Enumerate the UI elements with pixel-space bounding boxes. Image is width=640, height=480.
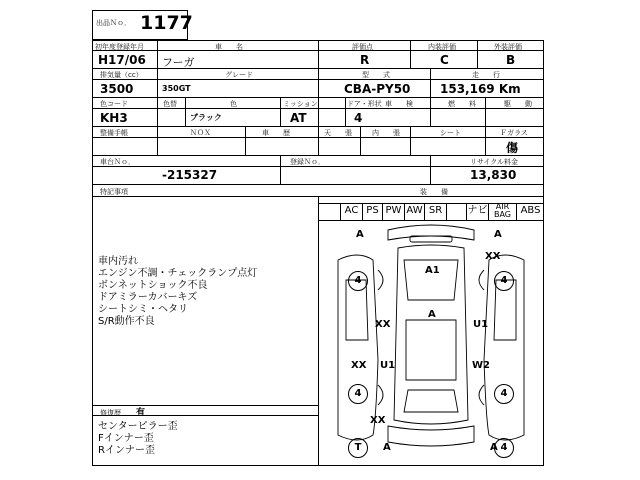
damage-mark: A <box>356 229 364 240</box>
equipment-cell: PW <box>382 203 404 220</box>
damage-mark: XX <box>485 251 501 262</box>
transmission-value: AT <box>290 111 307 125</box>
front-glass-value: 傷 <box>506 141 519 155</box>
score-label: 評価点 <box>352 43 373 51</box>
first-reg-value: H17/06 <box>98 53 146 67</box>
manual-label: 整備手帳 <box>100 129 128 137</box>
remark-item: S/R動作不良 <box>98 316 155 327</box>
remark-item: シートシミ・ヘタリ <box>98 304 188 315</box>
equipment-cell: AW <box>404 203 424 220</box>
grade-label: グレード <box>225 71 253 79</box>
score-value: R <box>360 53 370 67</box>
circle-mark: 4 <box>494 271 514 291</box>
exterior-score-value: B <box>506 53 516 67</box>
first-reg-label: 初年度登録年月 <box>95 43 144 51</box>
displacement-label: 排気量（cc） <box>100 71 143 79</box>
damage-mark: XX <box>351 360 367 371</box>
remarks-label: 特記事項 <box>100 188 128 196</box>
car-name-value: フーガ <box>162 56 195 69</box>
damage-mark: A <box>383 442 391 453</box>
chassis-value: -215327 <box>162 168 218 182</box>
repair-item: センターピラー歪 <box>98 421 178 432</box>
doors-label: ドア・形状 <box>347 100 382 108</box>
damage-mark: U1 <box>473 319 489 330</box>
seat-label: シート <box>440 129 461 137</box>
equipment-cell: SR <box>424 203 446 220</box>
remark-item: 車内汚れ <box>98 256 138 267</box>
circle-mark: 4 <box>348 271 368 291</box>
damage-mark: A <box>490 442 498 453</box>
interior-label: 内 張 <box>372 129 400 137</box>
recycle-label: リサイクル料金 <box>470 158 519 166</box>
history-label: 車 歴 <box>262 129 290 137</box>
color-label: 色 <box>230 100 237 108</box>
equipment-cell: AC <box>340 203 362 220</box>
model-label: 型 式 <box>362 71 390 79</box>
fuel-label: 燃 料 <box>448 100 476 108</box>
mileage-value: 153,169 Km <box>440 82 521 96</box>
drive-label: 駆 動 <box>504 100 532 108</box>
chassis-label: 車台Ｎｏ． <box>100 158 135 166</box>
front-glass-label: Ｆガラス <box>500 129 528 137</box>
equipment-cell: PS <box>362 203 382 220</box>
lot-label: 出品Ｎｏ． <box>96 19 131 27</box>
equipment-label: 装 備 <box>420 188 448 196</box>
mileage-label: 走 行 <box>472 71 500 79</box>
color-value: ブラック <box>190 113 222 122</box>
lot-number: 1177 <box>140 12 193 34</box>
damage-mark: W2 <box>472 360 490 371</box>
recycle-value: 13,830 <box>470 168 517 182</box>
damage-mark: XX <box>375 319 391 330</box>
car-name-label: 車 名 <box>215 43 243 51</box>
model-value: CBA-PY50 <box>344 82 411 96</box>
transmission-label: ミッション <box>283 100 318 108</box>
damage-mark: A <box>494 229 502 240</box>
repair-item: Rインナー歪 <box>98 445 155 456</box>
repair-label: 修復歴 <box>100 409 121 417</box>
exterior-score-label: 外装評価 <box>494 43 522 51</box>
damage-mark: A1 <box>425 265 440 276</box>
damage-mark: A <box>428 309 436 320</box>
circle-mark: 4 <box>494 384 514 404</box>
repair-item: Fインナー歪 <box>98 433 154 444</box>
grade-value: 350GT <box>162 84 191 93</box>
equipment-cell: ABS <box>516 203 544 220</box>
interior-score-label: 内装評価 <box>428 43 456 51</box>
circle-mark: 4 <box>348 384 368 404</box>
remark-item: ボンネットショック不良 <box>98 280 208 291</box>
damage-mark: XX <box>370 415 386 426</box>
color-code-label: 色コード <box>100 100 128 108</box>
circle-mark: 4 <box>494 438 514 458</box>
remark-item: エンジン不調・チェックランプ点灯 <box>98 268 258 279</box>
interior-score-value: C <box>440 53 449 67</box>
displacement-value: 3500 <box>100 82 134 96</box>
nox-label: ＮＯＸ <box>190 129 211 137</box>
registration-label: 登録Ｎｏ． <box>290 158 325 166</box>
repair-mark: 有 <box>136 408 146 418</box>
equipment-cell: AIR BAG <box>488 203 516 220</box>
doors-value: 4 <box>354 111 363 125</box>
sunroof-label: 天 張 <box>324 129 352 137</box>
car-diagram <box>318 220 544 466</box>
circle-mark: T <box>348 438 368 458</box>
remark-item: ドアミラーカバーキズ <box>98 292 198 303</box>
equipment-cell <box>446 203 466 220</box>
equipment-cell: ナビ <box>466 203 488 220</box>
inspection-label: 車 検 <box>385 100 413 108</box>
color-family-label: 色替 <box>163 100 177 108</box>
damage-mark: U1 <box>380 360 396 371</box>
color-code-value: KH3 <box>100 111 128 125</box>
